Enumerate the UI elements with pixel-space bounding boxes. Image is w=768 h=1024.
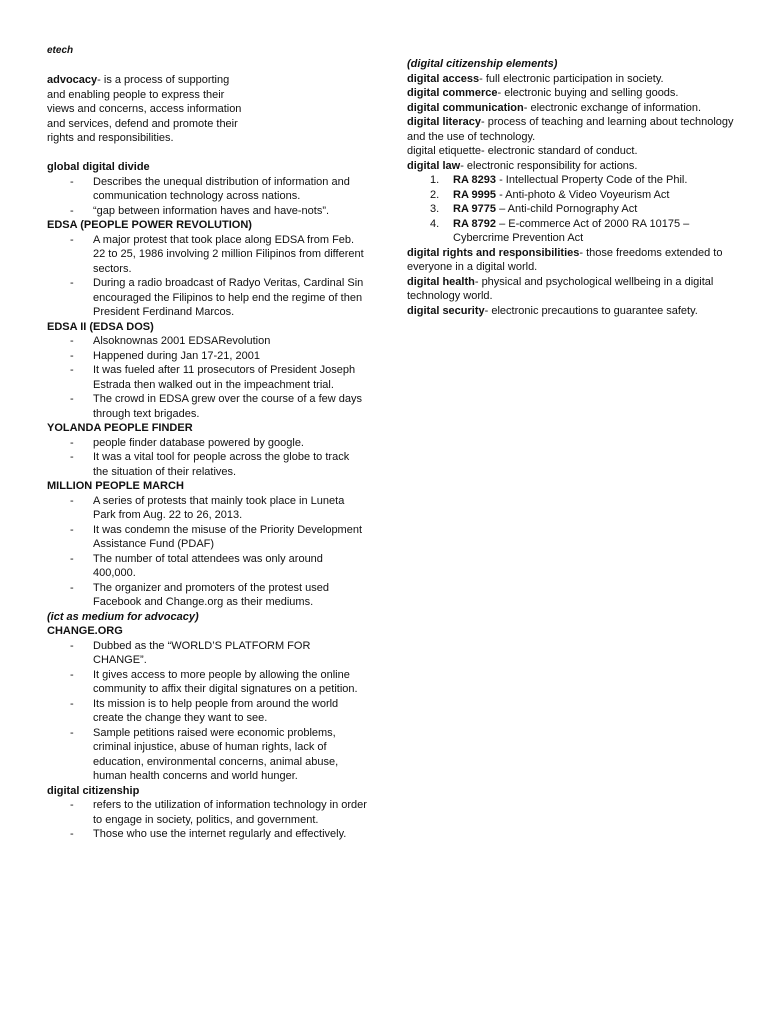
element-term: digital commerce	[407, 87, 498, 99]
list-item: - “gap between information haves and have-nots”.	[47, 204, 367, 219]
element-definition: - electronic precautions to guarantee safety.	[484, 304, 698, 317]
list-item: - During a radio broadcast of Radyo Veritas, Cardinal Sin encouraged the Filipinos to help end the regime of then President Ferdinand Marcos.	[47, 276, 367, 320]
section-yolanda-people-finder	[47, 421, 367, 479]
section-heading: digital citizenship	[47, 784, 140, 797]
law-item	[407, 173, 737, 188]
law-number: 2.	[430, 188, 440, 201]
spacer	[47, 146, 367, 161]
list-item: - Describes the unequal distribution of information and communication technology across nations.	[47, 175, 367, 204]
law-list	[407, 173, 737, 246]
element-definition: - those freedoms extended to everyone in a digital world.	[407, 246, 723, 273]
element-term: digital law	[407, 159, 461, 172]
list-item: - Dubbed as the “WORLD’S PLATFORM FOR CHANGE”.	[47, 639, 367, 668]
law-item	[407, 202, 737, 217]
law-code: RA 8792	[453, 217, 497, 230]
bullet-list	[47, 436, 367, 480]
list-item: - Happened during Jan 17-21, 2001	[47, 349, 367, 364]
section-global-digital-divide	[47, 160, 367, 218]
element-definition: - electronic exchange of information.	[523, 101, 702, 114]
list-item: - The organizer and promoters of the protest used Facebook and Change.org as their mediums.	[47, 581, 367, 610]
element-term: digital health	[407, 275, 475, 288]
list-item: - The crowd in EDSA grew over the course of a few days through text brigades.	[47, 392, 367, 421]
law-number: 4.	[430, 217, 440, 230]
element-definition: - full electronic participation in society.	[479, 72, 664, 85]
advocacy-text: - is a process of supporting and enabling people to express their views and concerns, access information and services, defend and promote their rights and responsibilities.	[47, 74, 242, 144]
list-item: - A series of protests that mainly took place in Luneta Park from Aug. 22 to 26, 2013.	[47, 494, 367, 523]
element-digital-literacy	[407, 115, 737, 144]
right-column	[407, 57, 737, 318]
bullet-list	[47, 233, 367, 320]
element-definition: - physical and psychological wellbeing in a digital technology world.	[407, 275, 714, 302]
element-term: digital access	[407, 72, 480, 85]
list-item: - Its mission is to help people from around the world create the change they want to see.	[47, 697, 367, 726]
law-item	[407, 217, 737, 246]
list-item: - It gives access to more people by allowing the online community to affix their digital signatures on a petition.	[47, 668, 367, 697]
element-term: digital communication	[407, 101, 524, 114]
section-heading: CHANGE.ORG	[47, 625, 123, 637]
section-subheading: (ict as medium for advocacy)	[47, 610, 199, 623]
law-title: - Anti-photo & Video Voyeurism Act	[496, 188, 670, 201]
list-item: - A major protest that took place along EDSA from Feb. 22 to 25, 1986 involving 2 million Filipinos from different sectors.	[47, 233, 367, 277]
element-term: digital security	[407, 304, 485, 317]
bullet-list	[47, 798, 367, 842]
document-header: etech	[47, 45, 74, 56]
element-digital-rights	[407, 246, 737, 275]
bullet-list	[47, 639, 367, 784]
law-code: RA 8293	[453, 174, 497, 186]
section-heading: MILLION PEOPLE MARCH	[47, 480, 184, 492]
list-item: - It was fueled after 11 prosecutors of President Joseph Estrada then walked out in the impeachment trial.	[47, 363, 367, 392]
element-digital-security	[407, 304, 737, 319]
element-digital-access	[407, 72, 737, 87]
bullet-list	[47, 494, 367, 610]
section-digital-citizenship	[47, 784, 367, 842]
section-edsa-ii	[47, 320, 367, 422]
element-definition: digital etiquette- electronic standard of conduct.	[407, 145, 638, 157]
element-digital-etiquette	[407, 144, 737, 159]
section-million-people-march	[47, 479, 367, 610]
left-column	[47, 73, 367, 842]
list-item: - Those who use the internet regularly and effectively.	[47, 827, 367, 842]
list-item: - The number of total attendees was only around 400,000.	[47, 552, 367, 581]
section-heading: global digital divide	[47, 161, 150, 173]
list-item: - refers to the utilization of information technology in order to engage in society, politics, and government.	[47, 798, 367, 827]
section-edsa	[47, 218, 367, 320]
section-heading: EDSA (PEOPLE POWER REVOLUTION)	[47, 219, 252, 231]
law-item	[407, 188, 737, 203]
list-item: - Alsoknownas 2001 EDSARevolution	[47, 334, 367, 349]
element-digital-communication	[407, 101, 737, 116]
element-definition: - electronic buying and selling goods.	[497, 87, 679, 99]
element-definition: - electronic responsibility for actions.	[460, 159, 638, 172]
bullet-list	[47, 334, 367, 421]
element-digital-health	[407, 275, 737, 304]
bullet-list	[47, 175, 367, 219]
list-item: - people finder database powered by google.	[47, 436, 367, 451]
law-code: RA 9995	[453, 188, 497, 201]
section-heading: YOLANDA PEOPLE FINDER	[47, 422, 193, 434]
advocacy-definition	[47, 73, 247, 146]
list-item: - It was condemn the misuse of the Priority Development Assistance Fund (PDAF)	[47, 523, 367, 552]
list-item: - Sample petitions raised were economic problems, criminal injustice, abuse of human rights, lack of education, environmental concerns, animal abuse, human health concerns and world hunger.	[47, 726, 367, 784]
element-definition: - process of teaching and learning about technology and the use of technology.	[407, 116, 734, 143]
law-number: 1.	[430, 174, 440, 186]
law-title: – E-commerce Act of 2000 RA 10175 – Cybercrime Prevention Act	[453, 217, 690, 244]
element-term: digital rights and responsibilities	[407, 246, 580, 259]
element-term: digital literacy	[407, 116, 481, 128]
element-digital-commerce	[407, 86, 737, 101]
section-heading: EDSA II (EDSA DOS)	[47, 320, 154, 333]
law-title: – Anti-child Pornography Act	[496, 203, 638, 215]
list-item: - It was a vital tool for people across the globe to track the situation of their relatives.	[47, 450, 367, 479]
elements-subheading: (digital citizenship elements)	[407, 58, 558, 70]
advocacy-term: advocacy	[47, 74, 98, 86]
law-code: RA 9775	[453, 203, 497, 215]
element-digital-law	[407, 159, 737, 174]
section-change-org	[47, 610, 367, 784]
law-title: - Intellectual Property Code of the Phil.	[496, 174, 688, 186]
law-number: 3.	[430, 203, 440, 215]
